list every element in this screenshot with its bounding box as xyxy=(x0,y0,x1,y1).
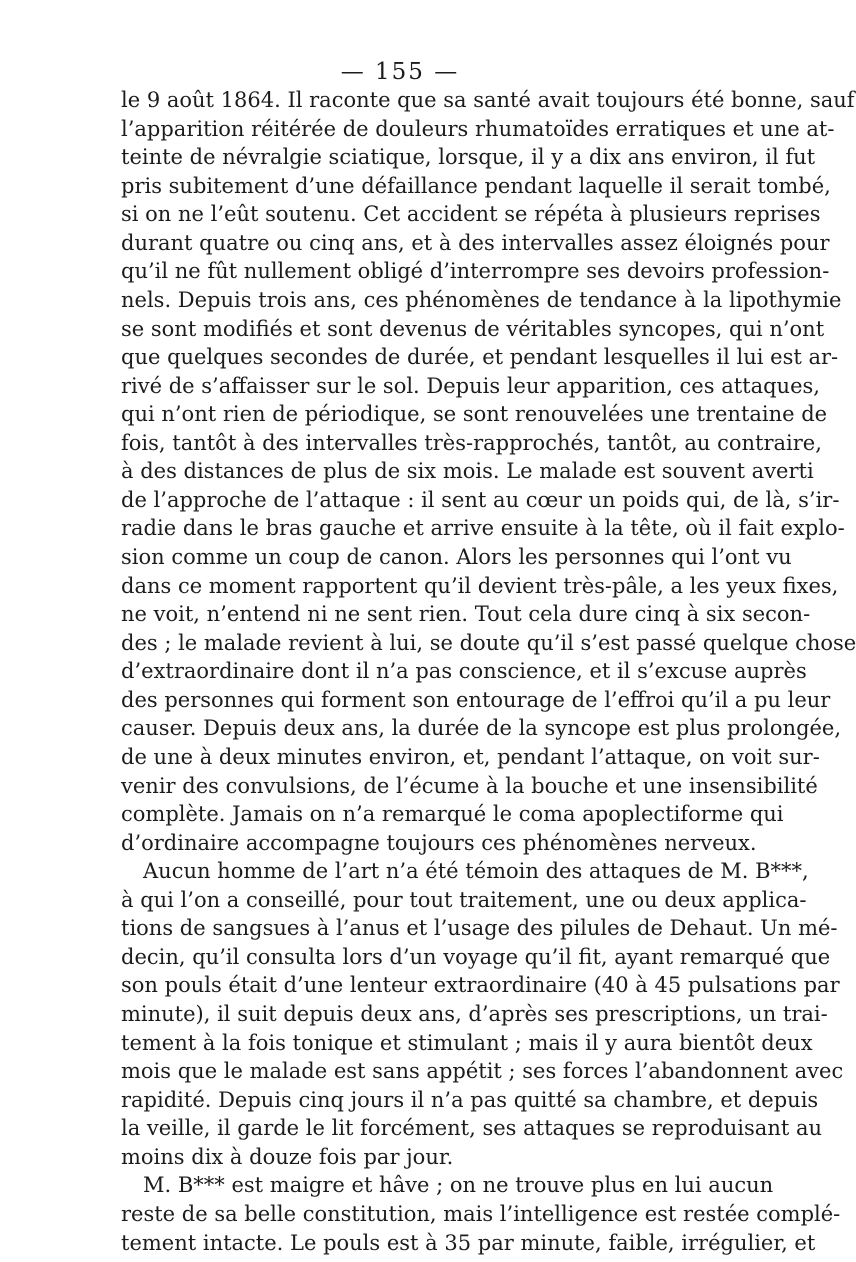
text-line: qu’il ne fût nullement obligé d’interrompre ses devoirs profession- xyxy=(121,259,830,284)
text-line: si on ne l’eût soutenu. Cet accident se répéta à plusieurs reprises xyxy=(121,202,821,227)
text-line: radie dans le bras gauche et arrive ensuite à la tête, où il fait explo- xyxy=(121,516,845,541)
text-line: mois que le malade est sans appétit ; ses forces l’abandonnent avec xyxy=(121,1059,844,1084)
text-line: des ; le malade revient à lui, se doute qu’il s’est passé quelque chose xyxy=(121,630,856,655)
text-line: à qui l’on a conseillé, pour tout traitement, une ou deux applica- xyxy=(121,887,807,912)
text-line: rapidité. Depuis cinq jours il n’a pas quitté sa chambre, et depuis xyxy=(121,1087,819,1112)
text-line: sion comme un coup de canon. Alors les personnes qui l’ont vu xyxy=(121,545,792,569)
page-number: — 155 — xyxy=(340,59,460,85)
text-line: tement à la fois tonique et stimulant ; mais il y aura bientôt deux xyxy=(121,1030,813,1055)
text-line: reste de sa belle constitution, mais l’intelligence est restée complé- xyxy=(121,1201,841,1226)
text-line: durant quatre ou cinq ans, et à des intervalles assez éloignés pour xyxy=(121,230,830,255)
text-line: son pouls était d’une lenteur extraordinaire (40 à 45 pulsations par xyxy=(121,973,840,998)
text-line: complète. Jamais on n’a remarqué le coma apoplectiforme qui xyxy=(121,802,784,827)
text-line: minute), il suit depuis deux ans, d’après ses prescriptions, un trai- xyxy=(121,1002,828,1026)
text-line: M. B*** est maigre et hâve ; on ne trouve plus en lui aucun xyxy=(143,1173,774,1198)
text-line: d’extraordinaire dont il n’a pas conscience, et il s’excuse auprès xyxy=(121,659,807,684)
text-line: ne voit, n’entend ni ne sent rien. Tout cela dure cinq à six secon- xyxy=(121,602,811,627)
text-line: qui n’ont rien de périodique, se sont renouvelées une trentaine de xyxy=(121,402,828,427)
text-line: de une à deux minutes environ, et, pendant l’attaque, on voit sur- xyxy=(121,744,820,769)
text-line: nels. Depuis trois ans, ces phénomènes de tendance à la lipothymie xyxy=(121,287,842,312)
text-line: le 9 août 1864. Il raconte que sa santé avait toujours été bonne, sauf xyxy=(121,88,855,112)
text-line: teinte de névralgie sciatique, lorsque, il y a dix ans environ, il fut xyxy=(121,145,816,170)
text-line: d’ordinaire accompagne toujours ces phénomènes nerveux. xyxy=(121,830,757,855)
text-line: tions de sangsues à l’anus et l’usage des pilules de Dehaut. Un mé- xyxy=(121,916,838,941)
text-line: à des distances de plus de six mois. Le malade est souvent averti xyxy=(121,459,814,484)
text-line: pris subitement d’une défaillance pendant laquelle il serait tombé, xyxy=(121,173,831,198)
text-line: dans ce moment rapportent qu’il devient très-pâle, a les yeux fixes, xyxy=(121,573,839,598)
text-line: rivé de s’affaisser sur le sol. Depuis leur apparition, ces attaques, xyxy=(121,373,820,398)
body-text xyxy=(121,86,856,1257)
text-line: decin, qu’il consulta lors d’un voyage qu’il fit, ayant remarqué que xyxy=(121,944,831,969)
text-line: la veille, il garde le lit forcément, ses attaques se reproduisant au xyxy=(121,1116,823,1141)
text-line: que quelques secondes de durée, et pendant lesquelles il lui est ar- xyxy=(121,345,839,370)
text-line: de l’approche de l’attaque : il sent au cœur un poids qui, de là, s’ir- xyxy=(121,487,840,512)
text-line: Aucun homme de l’art n’a été témoin des attaques de M. B***, xyxy=(143,859,809,884)
text-line: fois, tantôt à des intervalles très-rapprochés, tantôt, au contraire, xyxy=(121,430,822,455)
text-line: venir des convulsions, de l’écume à la bouche et une insensibilité xyxy=(121,773,818,798)
text-line: l’apparition réitérée de douleurs rhumatoïdes erratiques et une at- xyxy=(121,116,835,141)
text-line: tement intacte. Le pouls est à 35 par minute, faible, irrégulier, et xyxy=(121,1230,816,1255)
text-line: des personnes qui forment son entourage de l’effroi qu’il a pu leur xyxy=(121,687,831,712)
text-line: causer. Depuis deux ans, la durée de la syncope est plus prolongée, xyxy=(121,716,842,741)
text-line: moins dix à douze fois par jour. xyxy=(121,1144,454,1169)
text-line: se sont modifiés et sont devenus de véritables syncopes, qui n’ont xyxy=(121,316,825,341)
